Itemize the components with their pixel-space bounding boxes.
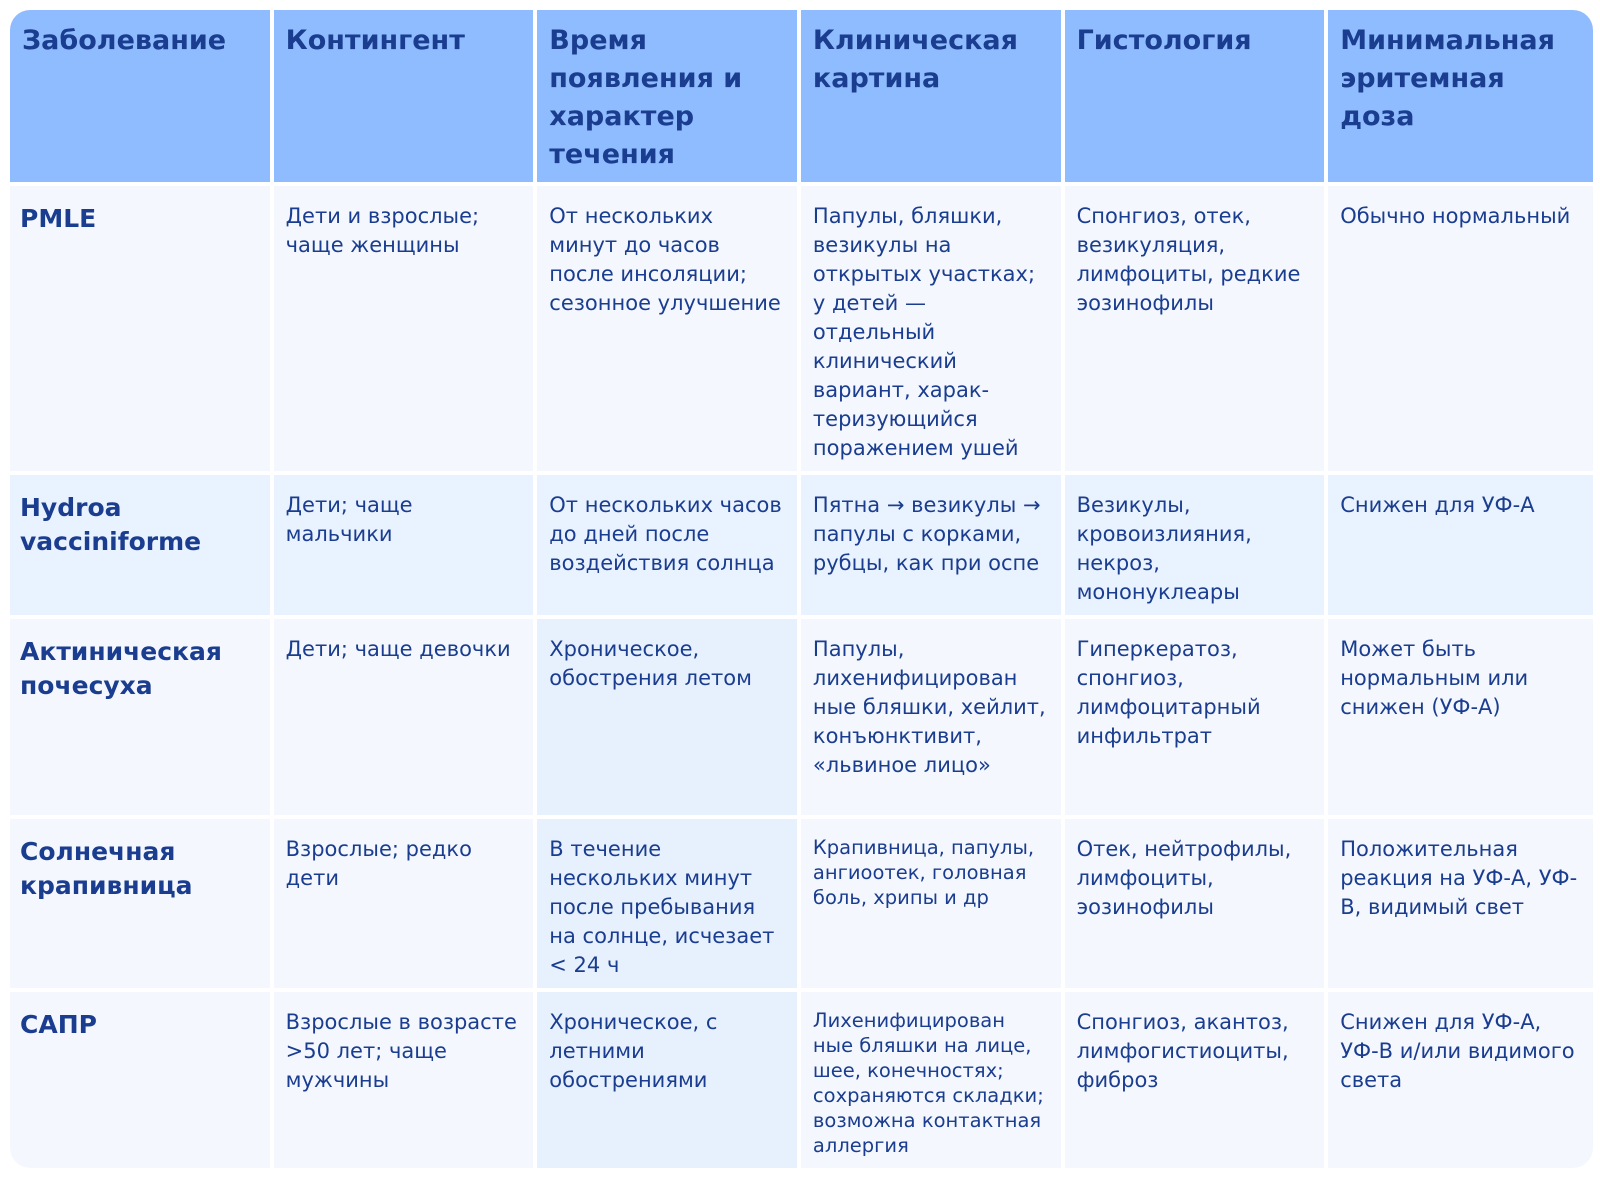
cell-disease: PMLE [10,186,270,471]
cell-histology: Везикулы, кровоизлияния, некроз, мононуклеары [1065,475,1325,615]
header-row [10,10,1593,182]
cell-contingent: Дети; чаще мальчики [274,475,534,615]
cell-onset: От нескольких минут до часов после инсоляции; сезонное улучшение [537,186,797,471]
header-min-erythema-dose: Минимальная эритемная доза [1328,10,1593,182]
cell-contingent: Дети и взрослые; чаще женщины [274,186,534,471]
table-row [10,186,1593,471]
table-row [10,619,1593,815]
table-body [10,186,1593,1168]
cell-onset: Хроническое, обострения летом [537,619,797,815]
cell-disease: Солнечная крапивница [10,819,270,988]
cell-onset: В течение нескольких минут после пребывания на солнце, исчезает < 24 ч [537,819,797,988]
cell-med: Снижен для УФ-А [1328,475,1593,615]
cell-onset: Хроническое, с летними обострениями [537,992,797,1168]
header-histology: Гистология [1065,10,1325,182]
cell-disease: Hydroa vacciniforme [10,475,270,615]
photodermatoses-table [10,10,1593,1168]
photodermatoses-table-container [10,10,1593,1168]
cell-histology: Спонгиоз, отек, везикуляция, лимфоциты, редкие эозинофилы [1065,186,1325,471]
cell-contingent: Взрослые в возрасте >50 лет; чаще мужчины [274,992,534,1168]
header-disease: Заболевание [10,10,270,182]
cell-contingent: Взрослые; редко дети [274,819,534,988]
cell-histology: Спонгиоз, акантоз, лимфогистиоциты, фиброз [1065,992,1325,1168]
cell-med: Может быть нормальным или снижен (УФ-А) [1328,619,1593,815]
cell-med: Снижен для УФ-А, УФ-В и/или видимого света [1328,992,1593,1168]
header-clinical-picture: Клиническая картина [801,10,1061,182]
cell-clinical: Крапивница, папулы, ангиоотек, головная боль, хрипы и др [801,819,1061,988]
cell-onset: От нескольких часов до дней после воздействия солнца [537,475,797,615]
cell-clinical: Пятна → везикулы → папулы с корками, рубцы, как при оспе [801,475,1061,615]
cell-med: Положительная реакция на УФ-А, УФ-В, видимый свет [1328,819,1593,988]
table-row [10,992,1593,1168]
table-row [10,819,1593,988]
cell-contingent: Дети; чаще девочки [274,619,534,815]
cell-disease: САПР [10,992,270,1168]
cell-clinical: Папулы, бляшки, везикулы на открытых участках; у детей — отдельный клинический вариант, харак-теризующийся поражением ушей [801,186,1061,471]
cell-clinical: Папулы, лихенифицирован ные бляшки, хейлит, конъюнктивит, «львиное лицо» [801,619,1061,815]
cell-histology: Отек, нейтрофилы, лимфоциты, эозинофилы [1065,819,1325,988]
cell-med: Обычно нормальный [1328,186,1593,471]
cell-clinical: Лихенифицирован ные бляшки на лице, шее, конечностях; сохраняются складки; возможна контактная аллергия [801,992,1061,1168]
table-header [10,10,1593,182]
cell-disease: Актиническая почесуха [10,619,270,815]
header-contingent: Контингент [274,10,534,182]
header-onset: Время появления и характер течения [537,10,797,182]
cell-histology: Гиперкератоз, спонгиоз, лимфоцитарный инфильтрат [1065,619,1325,815]
table-row [10,475,1593,615]
